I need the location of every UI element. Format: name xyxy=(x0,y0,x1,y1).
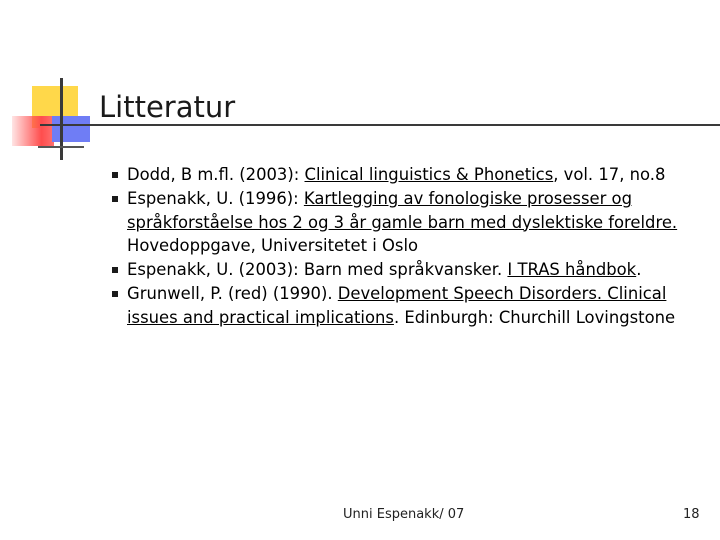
reference-author: Dodd, B m.fl. (2003): xyxy=(127,165,305,184)
reference-item xyxy=(112,282,702,330)
page-number: 18 xyxy=(683,507,700,522)
reference-details: . Edinburgh: Churchill Lovingstone xyxy=(393,307,676,327)
bullet-icon xyxy=(112,291,118,297)
reference-link[interactable]: I TRAS håndbok xyxy=(507,260,637,280)
reference-list xyxy=(112,163,702,330)
reference-link[interactable]: Kartlegging av fonologiske prosesser og språkforståelse hos 2 og 3 år gamle barn med dyslektiske foreldre. xyxy=(127,188,678,232)
reference-author: Espenakk, U. (2003): Barn med språkvansker. xyxy=(127,260,508,280)
logo-red-square xyxy=(12,116,54,146)
slide-title: Litteratur xyxy=(99,90,236,124)
reference-link[interactable]: Clinical linguistics & Phonetics xyxy=(304,165,554,184)
reference-item xyxy=(112,163,702,187)
reference-details: . xyxy=(636,260,642,280)
reference-item xyxy=(112,258,702,282)
reference-item xyxy=(112,187,702,258)
bullet-icon xyxy=(112,196,118,202)
reference-link[interactable]: Development Speech Disorders. Clinical issues and practical implications xyxy=(127,283,667,327)
bullet-icon xyxy=(112,172,118,178)
title-underline xyxy=(40,124,720,126)
reference-details: Hovedoppgave, Universitetet i Oslo xyxy=(127,236,419,256)
logo-stub-line xyxy=(38,146,84,148)
reference-author: Grunwell, P. (red) (1990). xyxy=(127,283,338,303)
bullet-icon xyxy=(112,267,118,273)
logo-blue-square xyxy=(52,116,90,142)
reference-details: , vol. 17, no.8 xyxy=(553,165,666,184)
reference-author: Espenakk, U. (1996): xyxy=(127,188,304,208)
footer-author: Unni Espenakk/ 07 xyxy=(343,507,465,522)
